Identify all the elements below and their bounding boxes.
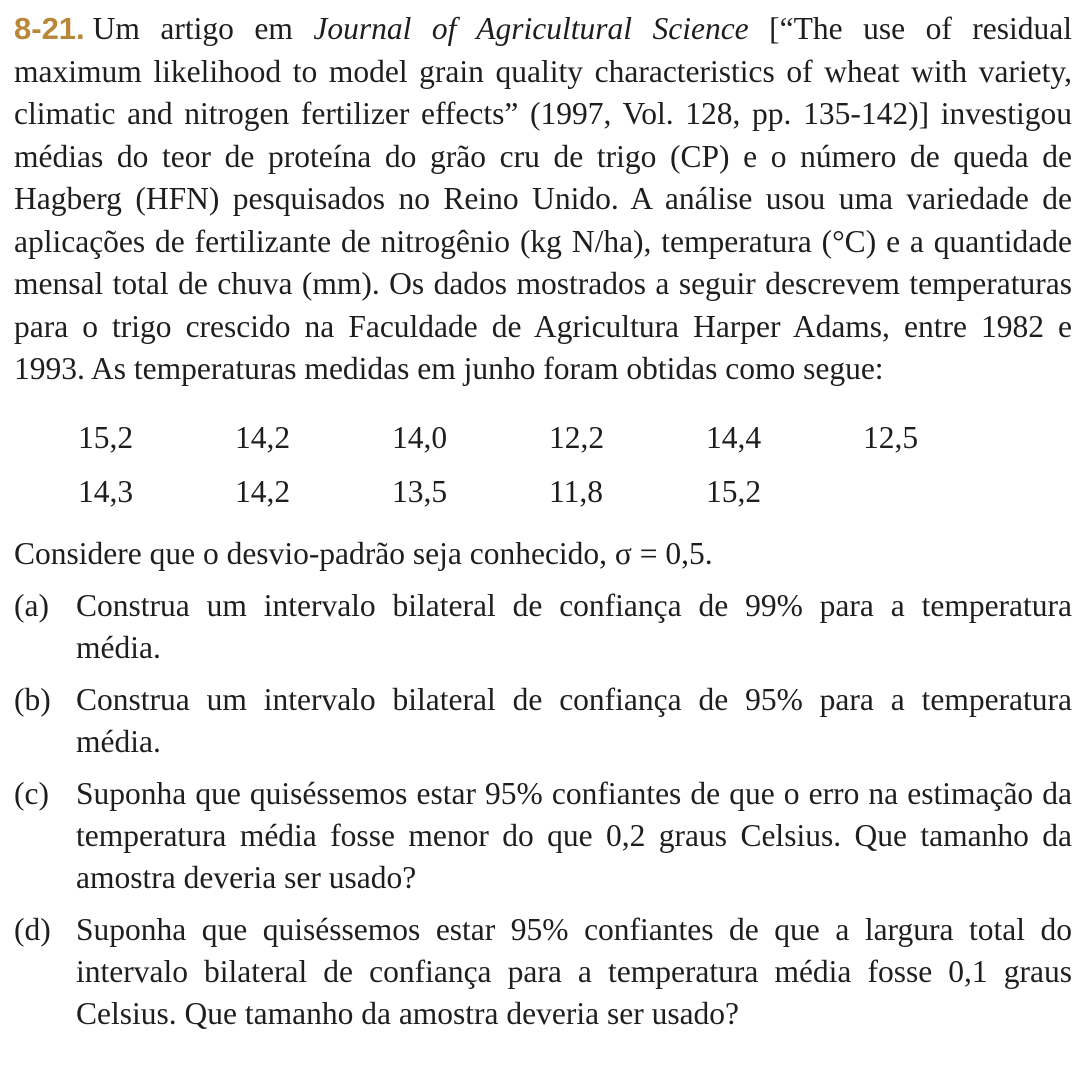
item-text: Construa um intervalo bilateral de confiança de 99% para a temperatura média. [76,587,1072,665]
temperature-data-table [78,411,1072,519]
data-value: 14,2 [235,473,291,509]
item-b [14,679,1072,763]
data-row-1 [78,411,1072,465]
item-text: Suponha que quiséssemos estar 95% confiantes de que o erro na estimação da temperatura média fosse menor do que 0,2 graus Celsius. Que tamanho da amostra deveria ser usado? [76,775,1072,895]
problem-statement [14,8,1072,391]
item-d [14,909,1072,1035]
data-value: 13,5 [392,473,448,509]
data-value: 15,2 [706,473,762,509]
intro-after-journal: [“The use of residual maximum likelihood to model grain quality characteristics of wheat with variety, climatic and nitrogen fertilizer effects” (1997, Vol. 128, pp. 135-142)] investigou médias do teor de proteína do grão cru de trigo (CP) e o número de queda de Hagberg (HFN) pesquisados no Reino Unido. A análise usou uma variedade de aplicações de fertilizante de nitrogênio (kg N/ha), temperatura (°C) e a quantidade mensal total de chuva (mm). Os dados mostrados a seguir descrevem temperaturas para o trigo crescido na Faculdade de Agricultura Harper Adams, entre 1982 e 1993. As temperaturas medidas em junho foram obtidas como segue: [14,11,1073,386]
item-text: Suponha que quiséssemos estar 95% confiantes de que a largura total do intervalo bilateral de confiança para a temperatura média fosse 0,1 graus Celsius. Que tamanho da amostra deveria ser usado? [76,911,1072,1031]
data-value: 14,0 [392,419,448,455]
data-value: 15,2 [78,419,134,455]
item-label: (c) [14,775,49,811]
data-value: 12,5 [863,419,919,455]
item-label: (a) [14,587,49,623]
journal-name: Journal of Agricultural Science [313,11,749,46]
item-label: (b) [14,681,51,717]
item-a [14,585,1072,669]
problem-number: 8-21. [14,11,85,46]
item-text: Construa um intervalo bilateral de confiança de 95% para a temperatura média. [76,681,1072,759]
textbook-page [14,8,1072,1035]
data-row-2 [78,465,1072,519]
intro-before-journal: Um artigo em [92,11,293,46]
data-value: 12,2 [549,419,605,455]
item-c [14,773,1072,899]
data-value: 14,4 [706,419,762,455]
data-value: 11,8 [549,473,603,509]
item-label: (d) [14,911,51,947]
data-value: 14,3 [78,473,134,509]
sigma-statement: Considere que o desvio-padrão seja conhecido, σ = 0,5. [14,535,713,571]
data-value: 14,2 [235,419,291,455]
